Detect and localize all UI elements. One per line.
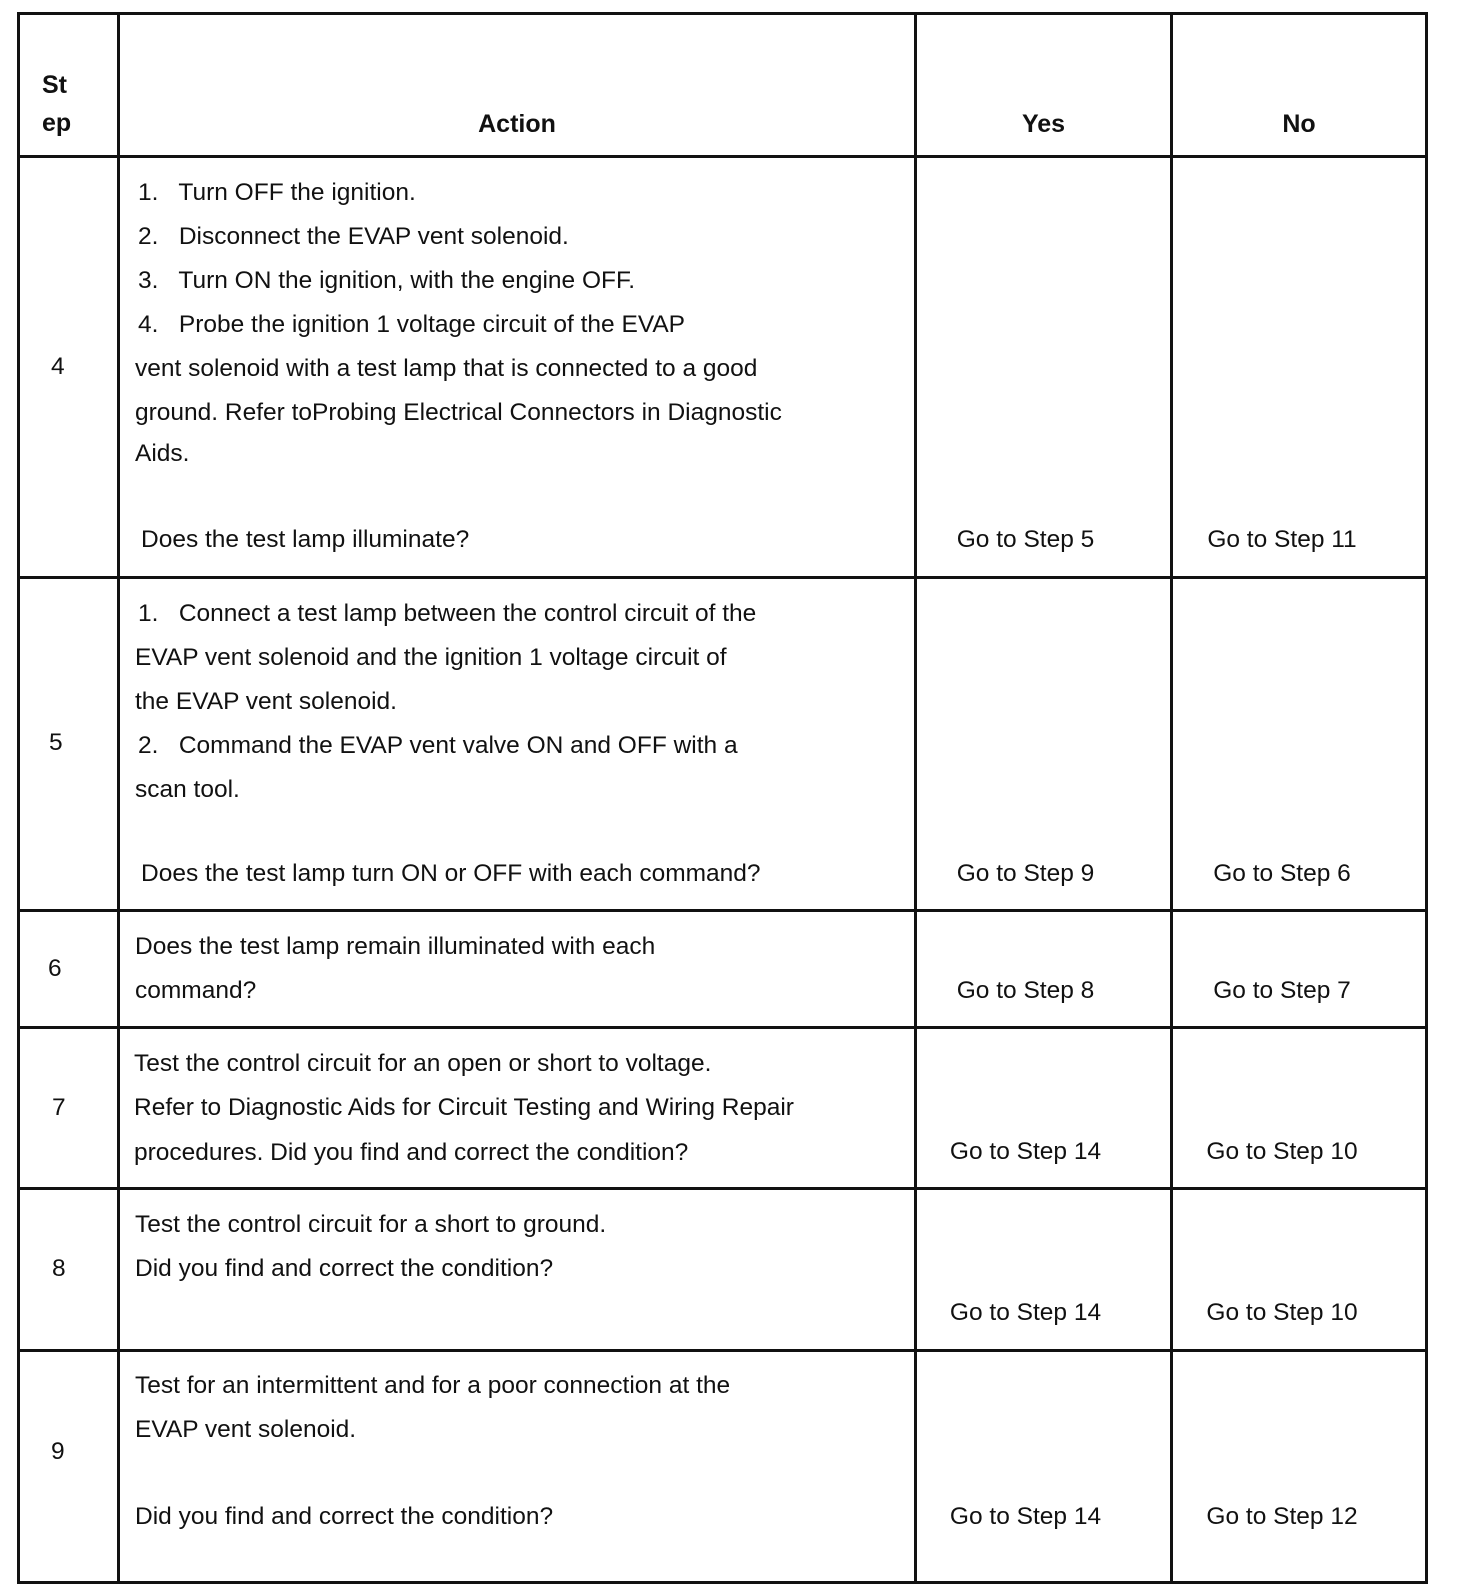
- action-line: 4. Probe the ignition 1 voltage circuit of the EVAP: [138, 311, 686, 338]
- action-line: Test for an intermittent and for a poor connection at the: [135, 1372, 731, 1399]
- border-right: [1425, 13, 1428, 1583]
- header-yes: Yes: [1021, 110, 1066, 138]
- no-result: Go to Step 12: [1206, 1503, 1358, 1530]
- border-bottom: [17, 1581, 1428, 1584]
- step-number: 7: [52, 1094, 66, 1121]
- step-number: 8: [52, 1255, 66, 1282]
- border-top: [17, 12, 1428, 15]
- step-number: 4: [51, 353, 65, 380]
- border-row-7-bottom: [17, 1187, 1428, 1190]
- action-question: Does the test lamp turn ON or OFF with each command?: [141, 860, 761, 887]
- step-number: 6: [48, 955, 62, 982]
- border-action-yes: [914, 13, 917, 1583]
- action-question: Does the test lamp illuminate?: [141, 526, 470, 553]
- yes-result: Go to Step 8: [956, 977, 1095, 1004]
- action-line: vent solenoid with a test lamp that is connected to a good: [135, 355, 758, 382]
- action-line: scan tool.: [135, 776, 240, 803]
- header-step-line-1: St: [42, 71, 67, 99]
- action-line: ground. Refer toProbing Electrical Connectors in Diagnostic: [135, 399, 782, 426]
- border-row-5-bottom: [17, 909, 1428, 912]
- action-line: Did you find and correct the condition?: [135, 1255, 554, 1282]
- step-number: 9: [51, 1438, 65, 1465]
- step-number: 5: [49, 729, 63, 756]
- action-line: Test the control circuit for an open or short to voltage.: [134, 1050, 712, 1077]
- action-line: 3. Turn ON the ignition, with the engine OFF.: [138, 267, 636, 294]
- border-step-action: [117, 13, 120, 1583]
- action-line: Does the test lamp remain illuminated with each: [135, 933, 656, 960]
- action-line: procedures. Did you find and correct the condition?: [134, 1139, 689, 1166]
- no-result: Go to Step 6: [1213, 860, 1351, 887]
- border-yes-no: [1170, 13, 1173, 1583]
- yes-result: Go to Step 5: [956, 526, 1095, 553]
- action-line: the EVAP vent solenoid.: [135, 688, 397, 715]
- border-header-bottom: [17, 155, 1428, 158]
- header-step-line-2: ep: [42, 109, 72, 137]
- action-text: [135, 592, 756, 812]
- action-text: [134, 1042, 794, 1175]
- action-line: Refer to Diagnostic Aids for Circuit Testing and Wiring Repair: [134, 1094, 794, 1121]
- no-result: Go to Step 11: [1207, 526, 1357, 553]
- border-row-4-bottom: [17, 576, 1428, 579]
- action-text: [135, 1203, 606, 1291]
- action-line: 2. Command the EVAP vent valve ON and OFF with a: [138, 732, 738, 759]
- no-result: Go to Step 10: [1206, 1138, 1358, 1165]
- action-line: 2. Disconnect the EVAP vent solenoid.: [138, 223, 569, 250]
- action-line: 1. Connect a test lamp between the control circuit of the: [138, 600, 757, 627]
- action-line: Test the control circuit for a short to ground.: [135, 1211, 607, 1238]
- action-text: [135, 925, 655, 1013]
- action-line: EVAP vent solenoid.: [135, 1416, 357, 1443]
- action-text: [135, 1364, 730, 1452]
- yes-result: Go to Step 14: [949, 1503, 1102, 1530]
- border-left: [17, 13, 20, 1583]
- header-no: No: [1282, 110, 1316, 138]
- border-row-6-bottom: [17, 1026, 1428, 1029]
- header-action: Action: [478, 110, 556, 138]
- action-line: command?: [135, 977, 257, 1004]
- action-text: [135, 171, 782, 473]
- action-line: 1. Turn OFF the ignition.: [138, 179, 416, 206]
- yes-result: Go to Step 9: [956, 860, 1095, 887]
- no-result: Go to Step 7: [1213, 977, 1351, 1004]
- action-line: EVAP vent solenoid and the ignition 1 voltage circuit of: [135, 644, 727, 671]
- yes-result: Go to Step 14: [949, 1299, 1102, 1326]
- header-step: [42, 66, 71, 142]
- yes-result: Go to Step 14: [949, 1138, 1102, 1165]
- action-question: Did you find and correct the condition?: [135, 1503, 554, 1530]
- action-line: Aids.: [135, 440, 190, 467]
- no-result: Go to Step 10: [1206, 1299, 1358, 1326]
- border-row-8-bottom: [17, 1349, 1428, 1352]
